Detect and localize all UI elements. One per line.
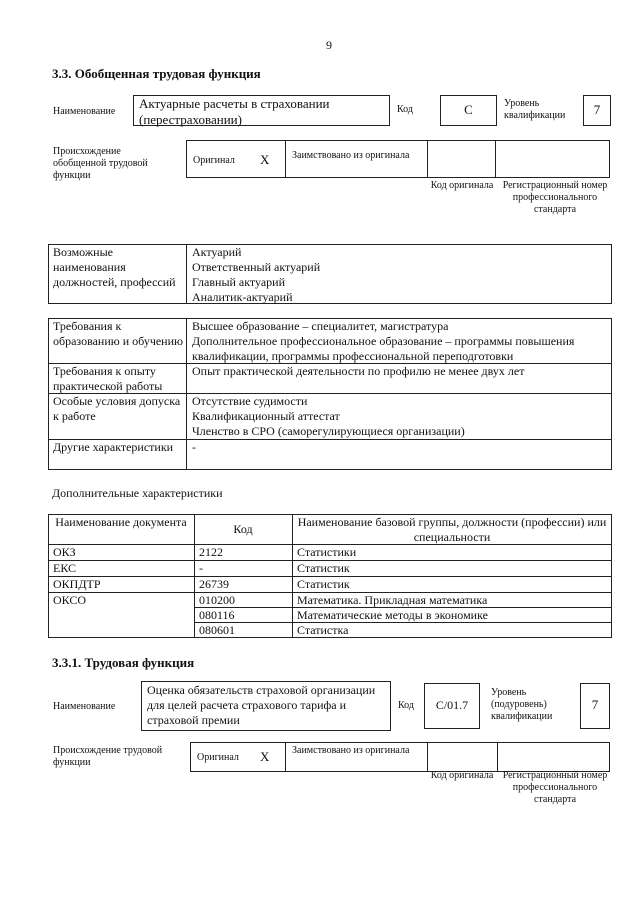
tf-origin-label: Происхождение трудовой функции (53, 745, 163, 768)
additional-header-name: Наименование базовой группы, должности (профессии) или специальности (297, 515, 607, 544)
table-row-name: Статистики (297, 545, 357, 559)
additional-header-code: Код (233, 522, 253, 536)
req-admission-label: Особые условия допуска к работе (53, 394, 181, 423)
positions-label: Возможные наименования должностей, профессий (53, 245, 176, 289)
tf-code-label: Код (398, 700, 414, 711)
position-item: Ответственный актуарий (192, 260, 321, 274)
tf-level-value: 7 (591, 697, 599, 712)
gtf-code-original-label: Код оригинала (430, 180, 494, 191)
gtf-reg-number-label: Регистрационный номер профессионального стандарта (502, 180, 608, 215)
tf-original-mark: X (260, 749, 270, 764)
additional-header-doc: Наименование документа (55, 515, 187, 529)
table-row-name: Статистка (297, 623, 349, 637)
tf-code-original-label: Код оригинала (430, 770, 494, 781)
gtf-level-value: 7 (593, 102, 601, 117)
tf-code-value: C/01.7 (435, 698, 469, 712)
req-admission-line: Членство в СРО (саморегулирующиеся организации) (192, 424, 465, 438)
gtf-name-label: Наименование (53, 106, 116, 117)
req-admission-line: Квалификационный аттестат (192, 409, 340, 423)
position-item: Главный актуарий (192, 275, 286, 289)
tf-original-label: Оригинал (197, 752, 239, 763)
table-row-doc: ОКЗ (53, 545, 76, 559)
table-row-name: Математика. Прикладная математика (297, 593, 488, 607)
gtf-code-label: Код (397, 104, 413, 115)
table-row-code: 080601 (199, 623, 235, 637)
req-education-label: Требования к образованию и обучению (53, 319, 183, 348)
table-row-code: 26739 (199, 577, 229, 591)
page-number: 9 (326, 38, 332, 52)
gtf-level-label: Уровень квалификации (504, 98, 566, 121)
table-row-doc: ЕКС (53, 561, 77, 575)
tf-reg-number-label: Регистрационный номер профессионального стандарта (502, 770, 608, 805)
additional-title: Дополнительные характеристики (52, 486, 223, 500)
table-row-code: 080116 (199, 608, 235, 622)
tf-section-title: 3.3.1. Трудовая функция (52, 655, 195, 670)
gtf-borrowed-label: Заимствовано из оригинала (292, 150, 410, 161)
table-row-code: - (199, 561, 203, 575)
gtf-original-label: Оригинал (193, 155, 235, 166)
table-row-doc: ОКСО (53, 593, 87, 607)
tf-borrowed-label: Заимствовано из оригинала (292, 745, 410, 756)
gtf-code-value: C (464, 102, 473, 117)
position-item: Аналитик-актуарий (192, 290, 293, 304)
table-row-name: Статистик (297, 577, 350, 591)
table-row-code: 2122 (199, 545, 223, 559)
tf-name-label: Наименование (53, 701, 116, 712)
req-other-label: Другие характеристики (53, 440, 174, 454)
table-row-doc: ОКПДТР (53, 577, 101, 591)
req-experience-label: Требования к опыту практической работы (53, 364, 163, 393)
gtf-original-mark: X (260, 152, 270, 167)
req-education-line: Дополнительное профессиональное образование – программы повышения квалификации, программы профессиональной переподготовки (192, 334, 575, 363)
gtf-name-value: Актуарные расчеты в страховании (перестраховании) (139, 96, 330, 127)
table-row-name: Статистик (297, 561, 350, 575)
table-row-name: Математические методы в экономике (297, 608, 488, 622)
table-row-code: 010200 (199, 593, 235, 607)
tf-level-label: Уровень (подуровень) квалификации (491, 687, 553, 722)
tf-name-value: Оценка обязательств страховой организации для целей расчета страхового тарифа и страховой премии (147, 683, 376, 727)
req-education-line: Высшее образование – специалитет, магистратура (192, 319, 449, 333)
req-other-line: - (192, 440, 196, 454)
gtf-origin-label: Происхождение обобщенной трудовой функции (53, 146, 148, 181)
req-admission-line: Отсутствие судимости (192, 394, 308, 408)
position-item: Актуарий (192, 245, 242, 259)
req-experience-line: Опыт практической деятельности по профилю не менее двух лет (192, 364, 525, 378)
section-title: 3.3. Обобщенная трудовая функция (52, 66, 261, 81)
